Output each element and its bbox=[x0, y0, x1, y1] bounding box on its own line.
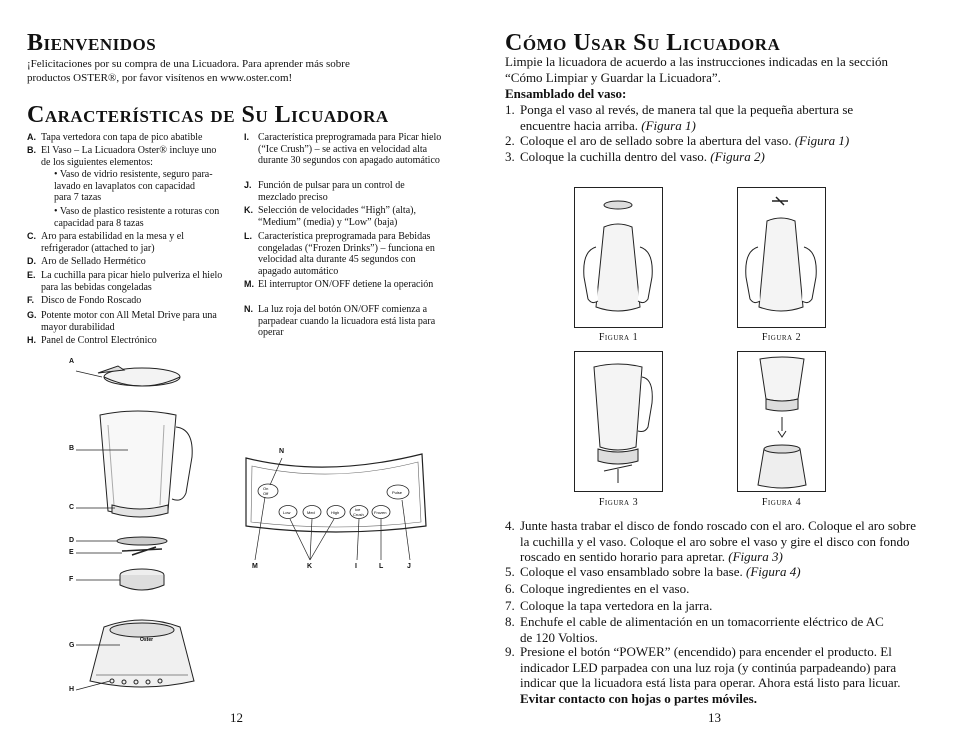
svg-text:Low: Low bbox=[283, 510, 291, 515]
intro-text bbox=[505, 54, 925, 86]
jar-handle-part bbox=[172, 427, 192, 500]
panel-label-j: J bbox=[407, 563, 411, 570]
diagram-label-b: B bbox=[69, 445, 75, 452]
control-panel-diagram bbox=[240, 440, 430, 570]
intro-line: “Cómo Limpiar y Guardar la Licuadora”. bbox=[505, 70, 721, 85]
panel-label-n: N bbox=[279, 448, 285, 455]
seal-ring-part bbox=[117, 537, 167, 545]
jar-part bbox=[100, 411, 176, 515]
welcome-text bbox=[27, 57, 427, 85]
feature-item-k: K. Selección de velocidades “High” (alta), “Medium” (media) y “Low” (baja) bbox=[244, 205, 416, 228]
assembly-figures bbox=[574, 187, 826, 513]
step-1: 1. Ponga el vaso al revés, de manera tal que la pequeña abertura se encuentre hacia arriba. (Figura 1) bbox=[505, 102, 854, 133]
feature-item-b: B. El Vaso – La Licuadora Oster® incluye uno de los siguientes elementos: bbox=[27, 145, 217, 168]
brand-logo: Oster bbox=[140, 637, 154, 643]
feature-item-l: L. Característica preprogramada para Bebidas congeladas (“Frozen Drinks”) – funciona en velocidad alta durante 45 segundos con apagado automático bbox=[244, 231, 435, 277]
diagram-label-f: F bbox=[69, 576, 74, 583]
svg-text:Ice: Ice bbox=[355, 507, 361, 512]
intro-line: Limpie la licuadora de acuerdo a las instrucciones indicadas en la sección bbox=[505, 54, 888, 69]
feature-item-n: N. La luz roja del botón ON/OFF comienza a parpadear cuando la licuadora está lista para operar bbox=[244, 304, 436, 338]
svg-text:Med: Med bbox=[307, 510, 315, 515]
welcome-line: productos OSTER®, por favor visítenos en www.oster.com! bbox=[27, 72, 293, 84]
figure-caption-1: Figura 1 bbox=[598, 332, 639, 343]
svg-text:Frozen: Frozen bbox=[374, 510, 387, 515]
feature-item-m: M. El interruptor ON/OFF detiene la operación bbox=[244, 279, 434, 290]
step-7: 7. Coloque la tapa vertedora en la jarra. bbox=[505, 598, 713, 613]
feature-item-c: C. Aro para estabilidad en la mesa y el refrigerador (attached to jar) bbox=[27, 231, 184, 254]
features-title: Características de Su Licuadora bbox=[27, 102, 389, 128]
warning-text: Evitar contacto con hojas o partes móviles. bbox=[520, 690, 757, 706]
svg-text:Off: Off bbox=[263, 491, 269, 496]
step-8: 8. Enchufe el cable de alimentación en un tomacorriente eléctrico de AC de 120 Voltios. bbox=[505, 614, 884, 645]
page-number-left: 12 bbox=[230, 710, 243, 725]
welcome-line: ¡Felicitaciones por su compra de una Licuadora. Para aprender más sobre bbox=[27, 58, 350, 70]
feature-item-j: J. Función de pulsar para un control de mezclado preciso bbox=[244, 180, 405, 203]
page-number-right: 13 bbox=[708, 710, 721, 725]
svg-text:On: On bbox=[263, 486, 269, 491]
step-9: 9. Presione el botón “POWER” (encendido) para encender el producto. El indicador LED parpadea con una luz roja (y continúa parpadeando) para indicar que la licuadora está lista para operar. Ahora está listo para licuar. Evitar contacto con hojas o partes móviles. bbox=[505, 644, 901, 706]
jar-option: • Vaso de vidrio resistente, seguro para-lavado en lavaplatos con capacidad para 7 tazas bbox=[54, 169, 213, 203]
figure-caption-3: Figura 3 bbox=[598, 497, 639, 508]
jar-upside-down bbox=[596, 224, 640, 311]
panel-label-l: L bbox=[379, 563, 384, 570]
figure-caption-4: Figura 4 bbox=[761, 497, 802, 508]
feature-item-e: E. La cuchilla para picar hielo pulveriza el hielo para las bebidas congeladas bbox=[27, 270, 223, 293]
step-5: 5. Coloque el vaso ensamblado sobre la base. (Figura 4) bbox=[505, 564, 801, 579]
diagram-label-a: A bbox=[69, 358, 75, 365]
step-6: 6. Coloque ingredientes en el vaso. bbox=[505, 581, 690, 596]
panel-label-i: I bbox=[355, 563, 357, 570]
svg-text:Crush: Crush bbox=[353, 512, 364, 517]
feature-item-f: F. Disco de Fondo Roscado bbox=[27, 295, 142, 306]
how-to-use-title: Cómo Usar Su Licuadora bbox=[505, 30, 781, 56]
feature-item-i: I. Característica preprogramada para Picar hielo (“Ice Crush”) – se activa en velocidad alta durante 30 segundos con apagado automático bbox=[244, 132, 442, 166]
assembly-heading: Ensamblado del vaso: bbox=[505, 86, 627, 101]
svg-text:Pulse: Pulse bbox=[392, 490, 403, 495]
blade-part bbox=[122, 547, 162, 555]
figure-caption-2: Figura 2 bbox=[761, 332, 802, 343]
panel-label-k: K bbox=[307, 563, 313, 570]
feature-item-a: A. Tapa vertedora con tapa de pico abatible bbox=[27, 132, 203, 143]
diagram-label-c: C bbox=[69, 504, 75, 511]
step-2: 2. Coloque el aro de sellado sobre la abertura del vaso. (Figura 1) bbox=[505, 133, 850, 148]
panel-label-m: M bbox=[252, 563, 258, 570]
step-4: 4. Junte hasta trabar el disco de fondo roscado con el aro. Coloque el aro sobre la cuchilla y el vaso. Coloque el aro sobre el vaso y gire el disco con fondo roscado en sentido horario para apretar. (Figura 3) bbox=[505, 518, 917, 564]
diagram-label-g: G bbox=[69, 642, 75, 649]
jar-option: • Vaso de plastico resistente a roturas con capacidad para 8 tazas bbox=[54, 206, 220, 229]
exploded-blender-diagram bbox=[60, 355, 220, 700]
diagram-label-e: E bbox=[69, 549, 74, 556]
diagram-label-d: D bbox=[69, 537, 75, 544]
feature-item-g: G. Potente motor con All Metal Drive para una mayor durabilidad bbox=[27, 310, 217, 333]
feature-item-h: H. Panel de Control Electrónico bbox=[27, 335, 157, 346]
svg-text:High: High bbox=[331, 510, 340, 515]
diagram-label-h: H bbox=[69, 686, 75, 693]
jar-assembled bbox=[594, 364, 642, 450]
step-3: 3. Coloque la cuchilla dentro del vaso. (Figura 2) bbox=[505, 149, 765, 164]
seal-ring-icon bbox=[604, 201, 632, 209]
bienvenidos-title: Bienvenidos bbox=[27, 30, 157, 56]
feature-item-d: D. Aro de Sellado Hermético bbox=[27, 256, 146, 267]
